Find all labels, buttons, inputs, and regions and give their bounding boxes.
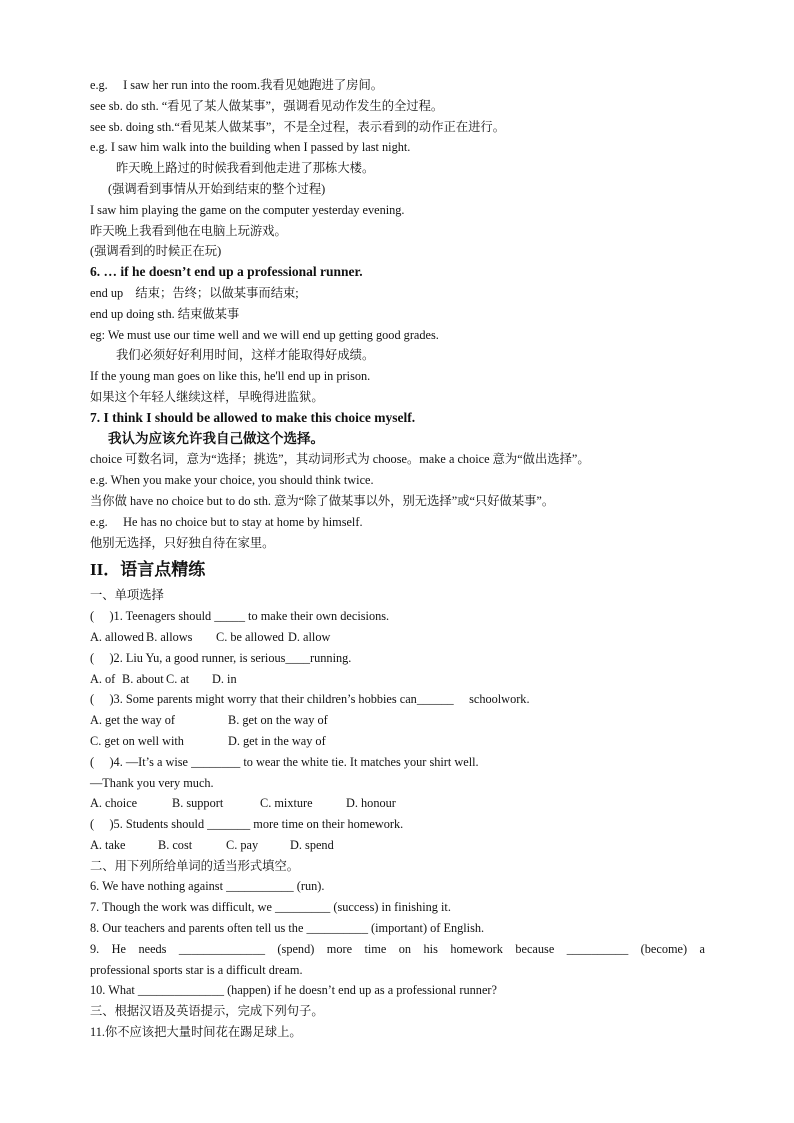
text-line: If the young man goes on like this, he'll end up in prison. <box>90 369 371 384</box>
text-line: (强调看到的时候正在玩) <box>90 244 222 259</box>
text-line: see sb. doing sth.“看见某人做某事”，不是全过程，表示看到的动作正在进行。 <box>90 119 506 134</box>
option: B. allows <box>146 629 193 644</box>
question-5: ( )5. Students should _______ more time on their homework. <box>90 817 404 832</box>
text-line: 当你做 have no choice but to do sth. 意为“除了做某事以外，别无选择”或“只好做某事”。 <box>90 493 555 508</box>
text-line: end up doing sth. 结束做某事 <box>90 306 240 321</box>
option: C. at <box>166 671 190 686</box>
question-6: 6. We have nothing against ___________ (run). <box>90 879 325 894</box>
text-line: 昨天晚上我看到他在电脑上玩游戏。 <box>90 223 287 238</box>
heading-point-7: 7. I think I should be allowed to make this choice myself. <box>90 409 416 425</box>
text-line: I saw him playing the game on the computer yesterday evening. <box>90 202 405 217</box>
text-line: 昨天晚上路过的时候我看到他走进了那栋大楼。 <box>116 161 375 176</box>
text-line: end up 结束；告终；以做某事而结束; <box>90 285 299 300</box>
text-line: 如果这个年轻人继续这样，早晚得进监狱。 <box>90 389 324 404</box>
option: D. get in the way of <box>228 733 326 748</box>
question-10: 10. What ______________ (happen) if he doesn’t end up as a professional runner? <box>90 983 497 998</box>
text-line: e.g. I saw her run into the room.我看见她跑进了房间。 <box>90 78 384 92</box>
question-4: ( )4. —It’s a wise ________ to wear the white tie. It matches your shirt well. <box>90 754 479 769</box>
option: C. be allowed <box>216 629 284 644</box>
option: B. support <box>172 796 224 811</box>
text-line: e.g. I saw him walk into the building when I passed by last night. <box>90 140 411 155</box>
heading-point-6: 6. … if he doesn’t end up a professional runner. <box>90 264 363 280</box>
text-line: choice 可数名词，意为“选择；挑选”，其动词形式为 choose。make a choice 意为“做出选择”。 <box>90 452 590 467</box>
section-title: II．语言点精练 <box>90 560 206 580</box>
options-3a <box>90 710 705 731</box>
text-line: 他别无选择，只好独自待在家里。 <box>90 535 275 550</box>
question-9: 9. He needs ______________ (spend) more time on his homework because __________ (become) a <box>90 941 705 956</box>
option: D. honour <box>346 796 396 811</box>
option: A. take <box>90 837 126 852</box>
option: A. of <box>90 671 116 686</box>
part-title: 一、单项选择 <box>90 588 164 603</box>
question-4-reply: —Thank you very much. <box>90 775 214 790</box>
question-2: ( )2. Liu Yu, a good runner, is serious____running. <box>90 650 352 665</box>
text-line: e.g. He has no choice but to stay at home by himself. <box>90 514 363 529</box>
text-line: eg: We must use our time well and we will end up getting good grades. <box>90 327 439 342</box>
options-4 <box>90 793 705 814</box>
question-8: 8. Our teachers and parents often tell us the __________ (important) of English. <box>90 921 485 936</box>
text-line: 我们必须好好利用时间，这样才能取得好成绩。 <box>116 348 375 363</box>
text-line: (强调看到事情从开始到结束的整个过程) <box>108 181 326 196</box>
part-title: 二、用下列所给单词的适当形式填空。 <box>90 858 300 873</box>
part-title: 三、根据汉语及英语提示，完成下列句子。 <box>90 1004 324 1019</box>
options-2 <box>90 669 705 690</box>
option: D. spend <box>290 837 334 852</box>
text-line: e.g. When you make your choice, you should think twice. <box>90 473 374 488</box>
question-1: ( )1. Teenagers should _____ to make their own decisions. <box>90 609 390 624</box>
question-3: ( )3. Some parents might worry that their children’s hobbies can______ schoolwork. <box>90 692 530 707</box>
option: C. mixture <box>260 796 313 811</box>
options-5 <box>90 835 705 856</box>
option: B. cost <box>158 837 193 852</box>
question-11: 11.你不应该把大量时间花在踢足球上。 <box>90 1025 302 1040</box>
question-9-continued: professional sports star is a difficult dream. <box>90 962 303 977</box>
options-1 <box>90 627 705 648</box>
option: C. get on well with <box>90 733 184 748</box>
option: A. allowed <box>90 629 144 644</box>
document-page <box>90 75 705 1043</box>
option: D. allow <box>288 629 331 644</box>
option: B. get on the way of <box>228 713 328 728</box>
option: A. choice <box>90 796 138 811</box>
question-7: 7. Though the work was difficult, we _________ (success) in finishing it. <box>90 900 451 915</box>
options-3b <box>90 731 705 752</box>
option: B. about <box>122 671 164 686</box>
heading-point-7-translation: 我认为应该允许我自己做这个选择。 <box>108 430 324 446</box>
option: D. in <box>212 671 237 686</box>
option: C. pay <box>226 837 259 852</box>
option: A. get the way of <box>90 713 176 728</box>
text-line: see sb. do sth. “看见了某人做某事”，强调看见动作发生的全过程。 <box>90 98 444 113</box>
